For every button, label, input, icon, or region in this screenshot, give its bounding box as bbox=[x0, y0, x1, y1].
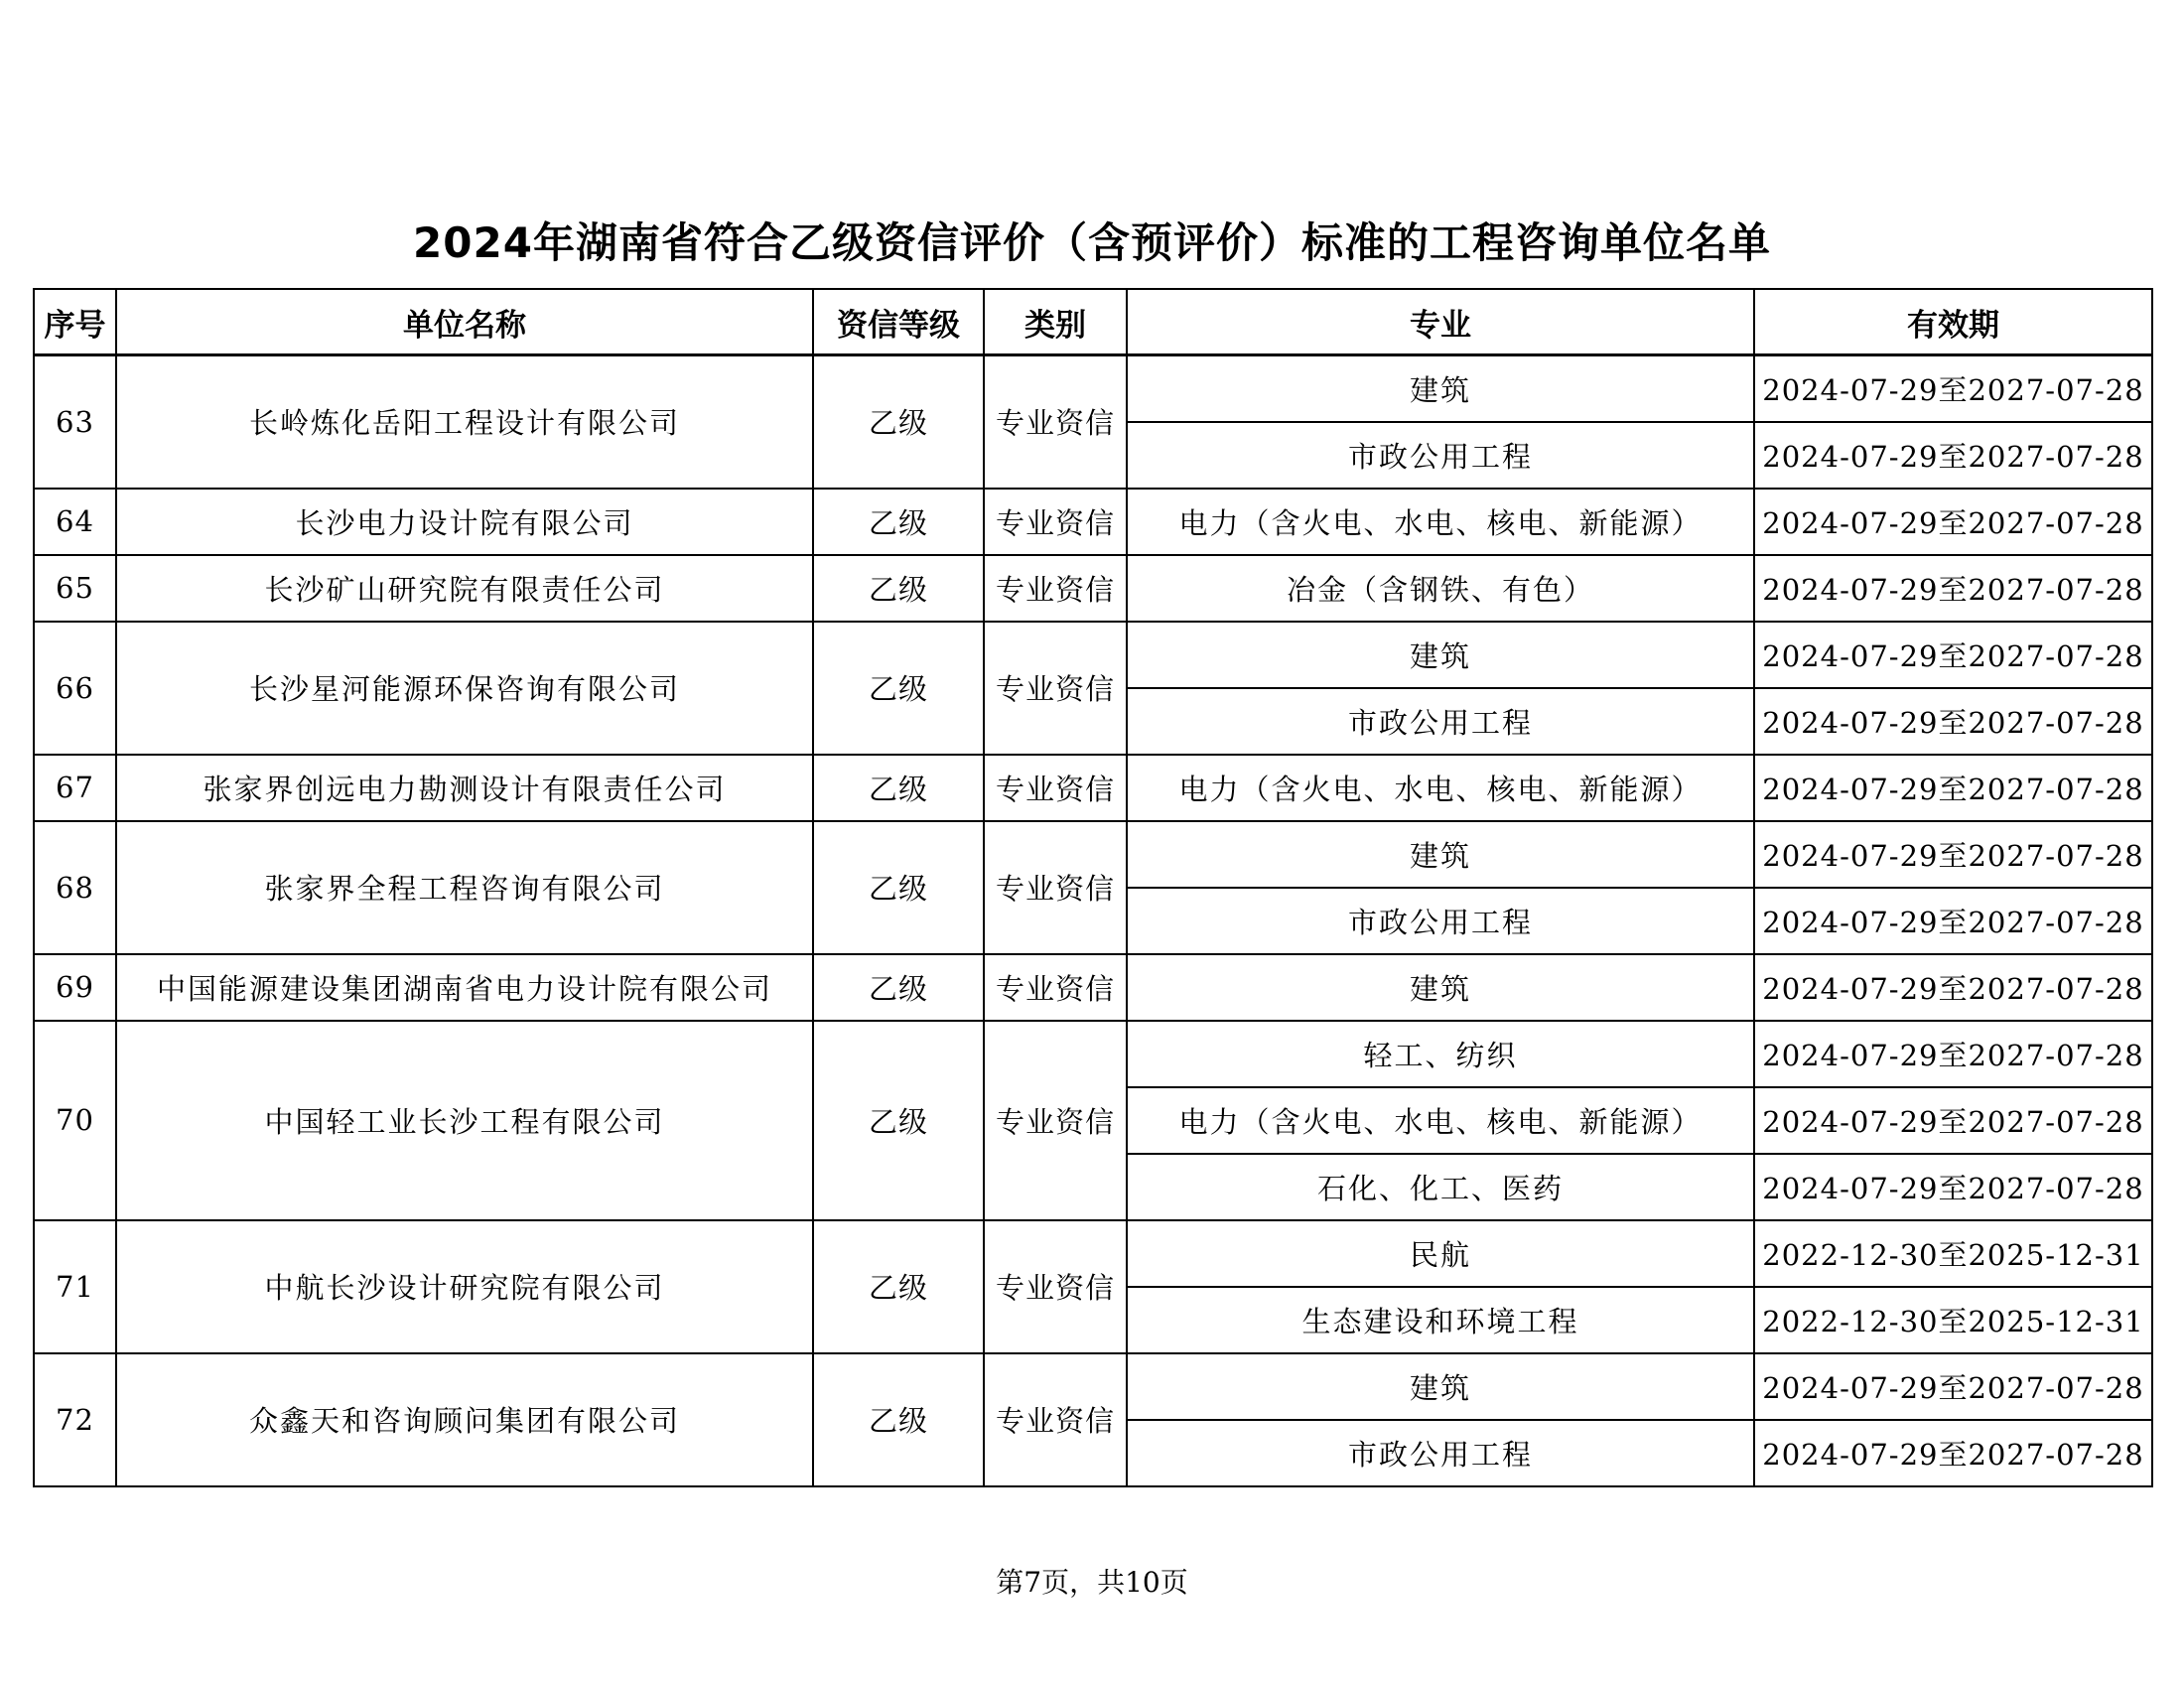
cell-seq: 72 bbox=[34, 1353, 116, 1486]
cell-grade: 乙级 bbox=[813, 755, 984, 821]
cell-specialty: 市政公用工程 bbox=[1127, 422, 1754, 489]
cell-validity: 2024-07-29至2027-07-28 bbox=[1754, 555, 2152, 622]
cell-unit-name: 长沙星河能源环保咨询有限公司 bbox=[116, 622, 813, 755]
unit-list-table bbox=[33, 288, 2153, 1487]
cell-specialty: 市政公用工程 bbox=[1127, 688, 1754, 755]
table-row bbox=[34, 755, 2152, 821]
cell-unit-name: 中国轻工业长沙工程有限公司 bbox=[116, 1021, 813, 1220]
table-row bbox=[34, 1353, 2152, 1420]
cell-grade: 乙级 bbox=[813, 622, 984, 755]
cell-validity: 2024-07-29至2027-07-28 bbox=[1754, 688, 2152, 755]
cell-category: 专业资信 bbox=[984, 489, 1127, 555]
cell-specialty: 建筑 bbox=[1127, 954, 1754, 1021]
cell-category: 专业资信 bbox=[984, 355, 1127, 489]
cell-validity: 2024-07-29至2027-07-28 bbox=[1754, 755, 2152, 821]
cell-category: 专业资信 bbox=[984, 1220, 1127, 1353]
cell-unit-name: 众鑫天和咨询顾问集团有限公司 bbox=[116, 1353, 813, 1486]
cell-seq: 69 bbox=[34, 954, 116, 1021]
cell-validity: 2024-07-29至2027-07-28 bbox=[1754, 355, 2152, 422]
table-header-row bbox=[34, 289, 2152, 355]
cell-specialty: 生态建设和环境工程 bbox=[1127, 1287, 1754, 1353]
cell-specialty: 冶金（含钢铁、有色） bbox=[1127, 555, 1754, 622]
header-category: 类别 bbox=[984, 289, 1127, 355]
cell-validity: 2024-07-29至2027-07-28 bbox=[1754, 1420, 2152, 1486]
cell-specialty: 建筑 bbox=[1127, 1353, 1754, 1420]
table-row bbox=[34, 954, 2152, 1021]
cell-specialty: 石化、化工、医药 bbox=[1127, 1154, 1754, 1220]
cell-category: 专业资信 bbox=[984, 1021, 1127, 1220]
cell-specialty: 电力（含火电、水电、核电、新能源） bbox=[1127, 489, 1754, 555]
cell-validity: 2022-12-30至2025-12-31 bbox=[1754, 1287, 2152, 1353]
cell-validity: 2024-07-29至2027-07-28 bbox=[1754, 1353, 2152, 1420]
cell-unit-name: 中国能源建设集团湖南省电力设计院有限公司 bbox=[116, 954, 813, 1021]
table-row bbox=[34, 355, 2152, 422]
cell-grade: 乙级 bbox=[813, 821, 984, 954]
cell-seq: 65 bbox=[34, 555, 116, 622]
cell-grade: 乙级 bbox=[813, 1220, 984, 1353]
cell-seq: 67 bbox=[34, 755, 116, 821]
page-footer: 第7页，共10页 bbox=[996, 1566, 1188, 1599]
cell-category: 专业资信 bbox=[984, 555, 1127, 622]
cell-seq: 66 bbox=[34, 622, 116, 755]
cell-validity: 2024-07-29至2027-07-28 bbox=[1754, 622, 2152, 688]
cell-validity: 2024-07-29至2027-07-28 bbox=[1754, 1154, 2152, 1220]
header-validity: 有效期 bbox=[1754, 289, 2152, 355]
cell-category: 专业资信 bbox=[984, 1353, 1127, 1486]
cell-validity: 2024-07-29至2027-07-28 bbox=[1754, 954, 2152, 1021]
cell-grade: 乙级 bbox=[813, 489, 984, 555]
cell-seq: 70 bbox=[34, 1021, 116, 1220]
cell-specialty: 建筑 bbox=[1127, 622, 1754, 688]
table-row bbox=[34, 555, 2152, 622]
cell-validity: 2024-07-29至2027-07-28 bbox=[1754, 422, 2152, 489]
cell-seq: 63 bbox=[34, 355, 116, 489]
cell-category: 专业资信 bbox=[984, 954, 1127, 1021]
table-row bbox=[34, 622, 2152, 688]
cell-validity: 2024-07-29至2027-07-28 bbox=[1754, 1021, 2152, 1087]
cell-specialty: 电力（含火电、水电、核电、新能源） bbox=[1127, 1087, 1754, 1154]
cell-grade: 乙级 bbox=[813, 555, 984, 622]
cell-category: 专业资信 bbox=[984, 622, 1127, 755]
cell-specialty: 轻工、纺织 bbox=[1127, 1021, 1754, 1087]
cell-validity: 2024-07-29至2027-07-28 bbox=[1754, 821, 2152, 888]
cell-grade: 乙级 bbox=[813, 954, 984, 1021]
cell-unit-name: 长沙电力设计院有限公司 bbox=[116, 489, 813, 555]
cell-grade: 乙级 bbox=[813, 1353, 984, 1486]
cell-specialty: 建筑 bbox=[1127, 355, 1754, 422]
cell-specialty: 建筑 bbox=[1127, 821, 1754, 888]
cell-seq: 64 bbox=[34, 489, 116, 555]
cell-seq: 68 bbox=[34, 821, 116, 954]
cell-unit-name: 张家界创远电力勘测设计有限责任公司 bbox=[116, 755, 813, 821]
header-seq: 序号 bbox=[34, 289, 116, 355]
cell-seq: 71 bbox=[34, 1220, 116, 1353]
table-row bbox=[34, 1220, 2152, 1287]
cell-validity: 2024-07-29至2027-07-28 bbox=[1754, 888, 2152, 954]
cell-specialty: 民航 bbox=[1127, 1220, 1754, 1287]
cell-validity: 2024-07-29至2027-07-28 bbox=[1754, 1087, 2152, 1154]
header-grade: 资信等级 bbox=[813, 289, 984, 355]
cell-validity: 2022-12-30至2025-12-31 bbox=[1754, 1220, 2152, 1287]
cell-grade: 乙级 bbox=[813, 1021, 984, 1220]
document-title: 2024年湖南省符合乙级资信评价（含预评价）标准的工程咨询单位名单 bbox=[413, 218, 1771, 267]
cell-unit-name: 长沙矿山研究院有限责任公司 bbox=[116, 555, 813, 622]
cell-validity: 2024-07-29至2027-07-28 bbox=[1754, 489, 2152, 555]
cell-unit-name: 中航长沙设计研究院有限公司 bbox=[116, 1220, 813, 1353]
cell-specialty: 电力（含火电、水电、核电、新能源） bbox=[1127, 755, 1754, 821]
cell-grade: 乙级 bbox=[813, 355, 984, 489]
cell-category: 专业资信 bbox=[984, 755, 1127, 821]
cell-category: 专业资信 bbox=[984, 821, 1127, 954]
cell-specialty: 市政公用工程 bbox=[1127, 888, 1754, 954]
header-unit-name: 单位名称 bbox=[116, 289, 813, 355]
table-row bbox=[34, 821, 2152, 888]
table-body bbox=[34, 355, 2152, 1486]
table-row bbox=[34, 489, 2152, 555]
header-specialty: 专业 bbox=[1127, 289, 1754, 355]
cell-unit-name: 长岭炼化岳阳工程设计有限公司 bbox=[116, 355, 813, 489]
cell-unit-name: 张家界全程工程咨询有限公司 bbox=[116, 821, 813, 954]
cell-specialty: 市政公用工程 bbox=[1127, 1420, 1754, 1486]
table-row bbox=[34, 1021, 2152, 1087]
